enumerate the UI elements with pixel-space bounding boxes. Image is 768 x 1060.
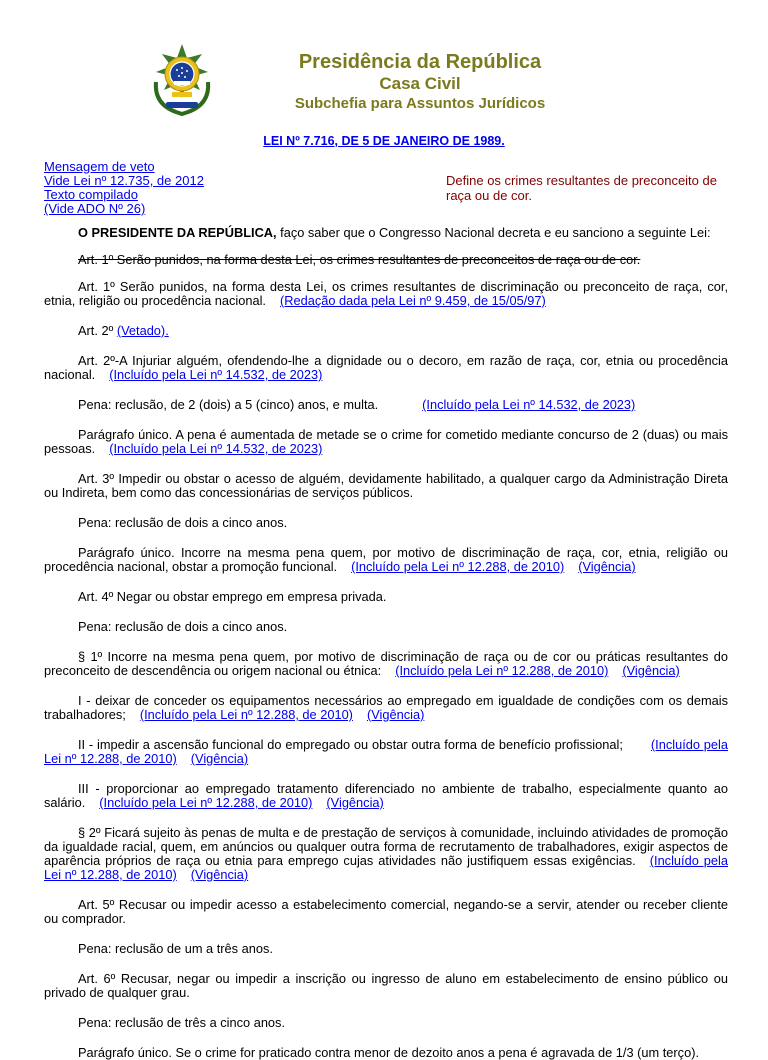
art2a-pena	[44, 398, 728, 412]
art4-ii-text: II - impedir a ascensão funcional do empregado ou obstar outra forma de benefício profissional;	[78, 737, 623, 752]
coat-of-arms-icon	[146, 42, 218, 118]
art2a-pena-text: Pena: reclusão, de 2 (dois) a 5 (cinco) anos, e multa.	[78, 397, 379, 412]
art4-i	[44, 694, 728, 722]
ementa: Define os crimes resultantes de preconceito de raça ou de cor.	[446, 173, 717, 203]
art4-ii	[44, 738, 728, 766]
art4-p1	[44, 650, 728, 678]
art4-p1-link[interactable]: (Incluído pela Lei nº 12.288, de 2010)	[395, 663, 609, 678]
header	[0, 36, 768, 126]
link-mensagem-veto[interactable]: Mensagem de veto	[44, 159, 155, 174]
header-subtitle: Casa Civil	[379, 74, 461, 93]
art3-par-link[interactable]: (Incluído pela Lei nº 12.288, de 2010)	[351, 559, 565, 574]
art2a-paragraph	[44, 428, 728, 456]
art2a-link[interactable]: (Incluído pela Lei nº 14.532, de 2023)	[109, 367, 323, 382]
left-links	[44, 160, 204, 216]
link-vide-lei[interactable]: Vide Lei nº 12.735, de 2012	[44, 173, 204, 188]
art2-text: Art. 2º	[78, 323, 117, 338]
art6-paragraph: Parágrafo único. Se o crime for praticado contra menor de dezoito anos a pena é agravada de 1/3 (um terço).	[78, 1045, 700, 1060]
art3-paragraph	[44, 546, 728, 574]
art4-iii	[44, 782, 728, 810]
art3-par-text: Parágrafo único. Incorre na mesma pena quem, por motivo de discriminação de raça, cor, etnia, religião ou procedência nacional, obstar a promoção funcional.	[44, 545, 728, 574]
intro-bold: O PRESIDENTE DA REPÚBLICA,	[78, 225, 277, 240]
art2a	[44, 354, 728, 382]
art3-pena: Pena: reclusão de dois a cinco anos.	[78, 515, 288, 530]
art4-i-link[interactable]: (Incluído pela Lei nº 12.288, de 2010)	[139, 707, 353, 722]
link-texto-compilado[interactable]: Texto compilado	[44, 187, 138, 202]
art4-p2-text: § 2º Ficará sujeito às penas de multa e de prestação de serviços à comunidade, incluindo atividades de promoção da igualdade racial, quem, em anúncios ou qualquer outra forma de recrutamento de trabalhadores, exigir aspectos de aparência próprios de raça ou etnia para emprego cujas atividades não justifiquem essas exigências.	[44, 825, 728, 868]
art6-pena: Pena: reclusão de três a cinco anos.	[78, 1015, 286, 1030]
art1-old: Art. 1º Serão punidos, na forma desta Lei, os crimes resultantes de preconceitos de raça ou de cor.	[78, 252, 641, 267]
art2	[44, 324, 728, 338]
art2a-text: Art. 2º-A Injuriar alguém, ofendendo-lhe a dignidade ou o decoro, em razão de raça, cor, etnia ou procedência nacional.	[44, 353, 728, 382]
art4-p1-text: § 1º Incorre na mesma pena quem, por motivo de discriminação de raça ou de cor ou práticas resultantes do preconceito de descendência ou origem nacional ou étnica:	[44, 649, 728, 678]
art1	[44, 280, 728, 308]
art3: Art. 3º Impedir ou obstar o acesso de alguém, devidamente habilitado, a qualquer cargo da Administração Direta ou Indireta, bem como das concessionárias de serviços públicos.	[44, 471, 728, 500]
art4-iii-vigencia[interactable]: (Vigência)	[326, 795, 384, 810]
art1-text: Art. 1º Serão punidos, na forma desta Lei, os crimes resultantes de discriminação ou preconceito de raça, cor, etnia, religião ou procedência nacional.	[44, 279, 728, 308]
art4-p2-vigencia[interactable]: (Vigência)	[190, 867, 249, 882]
art2a-pena-link[interactable]: (Incluído pela Lei nº 14.532, de 2023)	[422, 397, 636, 412]
art4-p1-vigencia[interactable]: (Vigência)	[622, 663, 680, 678]
header-titles	[240, 50, 600, 114]
art2-link[interactable]: (Vetado).	[116, 323, 169, 338]
art4-i-vigencia[interactable]: (Vigência)	[366, 707, 425, 722]
art4-ii-vigencia[interactable]: (Vigência)	[190, 751, 249, 766]
law-body	[44, 226, 728, 1060]
art4-p2-link[interactable]: (Incluído pela Lei nº 12.288, de 2010)	[44, 853, 728, 882]
art2a-par-text: Parágrafo único. A pena é aumentada de metade se o crime for cometido mediante concurso de 2 (duas) ou mais pessoas.	[44, 427, 728, 456]
art4-iii-text: III - proporcionar ao empregado tratamento diferenciado no ambiente de trabalho, especialmente quanto ao salário.	[44, 781, 728, 810]
art3-par-vigencia[interactable]: (Vigência)	[578, 559, 636, 574]
header-title: Presidência da República	[298, 51, 542, 73]
intro-paragraph	[44, 226, 728, 240]
art6: Art. 6º Recusar, negar ou impedir a inscrição ou ingresso de aluno em estabelecimento de ensino público ou privado de qualquer grau.	[44, 971, 728, 1000]
art4-ii-link[interactable]: (Incluído pela Lei nº 12.288, de 2010)	[44, 737, 728, 766]
art4-pena: Pena: reclusão de dois a cinco anos.	[78, 619, 288, 634]
art4-i-text: I - deixar de conceder os equipamentos necessários ao empregado em igualdade de condições com os demais trabalhadores;	[44, 693, 728, 722]
art5: Art. 5º Recusar ou impedir acesso a estabelecimento comercial, negando-se a servir, atender ou receber cliente ou comprador.	[44, 897, 728, 926]
art5-pena: Pena: reclusão de um a três anos.	[78, 941, 273, 956]
header-subtitle2: Subchefia para Assuntos Jurídicos	[294, 95, 546, 112]
law-title-link[interactable]: LEI Nº 7.716, DE 5 DE JANEIRO DE 1989.	[263, 134, 505, 148]
art4-p2	[44, 826, 728, 882]
art4-iii-link[interactable]: (Incluído pela Lei nº 12.288, de 2010)	[99, 795, 313, 810]
art4: Art. 4º Negar ou obstar emprego em empresa privada.	[78, 589, 387, 604]
law-title	[0, 134, 768, 148]
intro-text: faço saber que o Congresso Nacional decreta e eu sanciono a seguinte Lei:	[276, 225, 711, 240]
art2a-par-link[interactable]: (Incluído pela Lei nº 14.532, de 2023)	[109, 441, 323, 456]
art1-link[interactable]: (Redação dada pela Lei nº 9.459, de 15/05/97)	[279, 293, 546, 308]
link-vide-ado[interactable]: (Vide ADO Nº 26)	[44, 201, 146, 216]
